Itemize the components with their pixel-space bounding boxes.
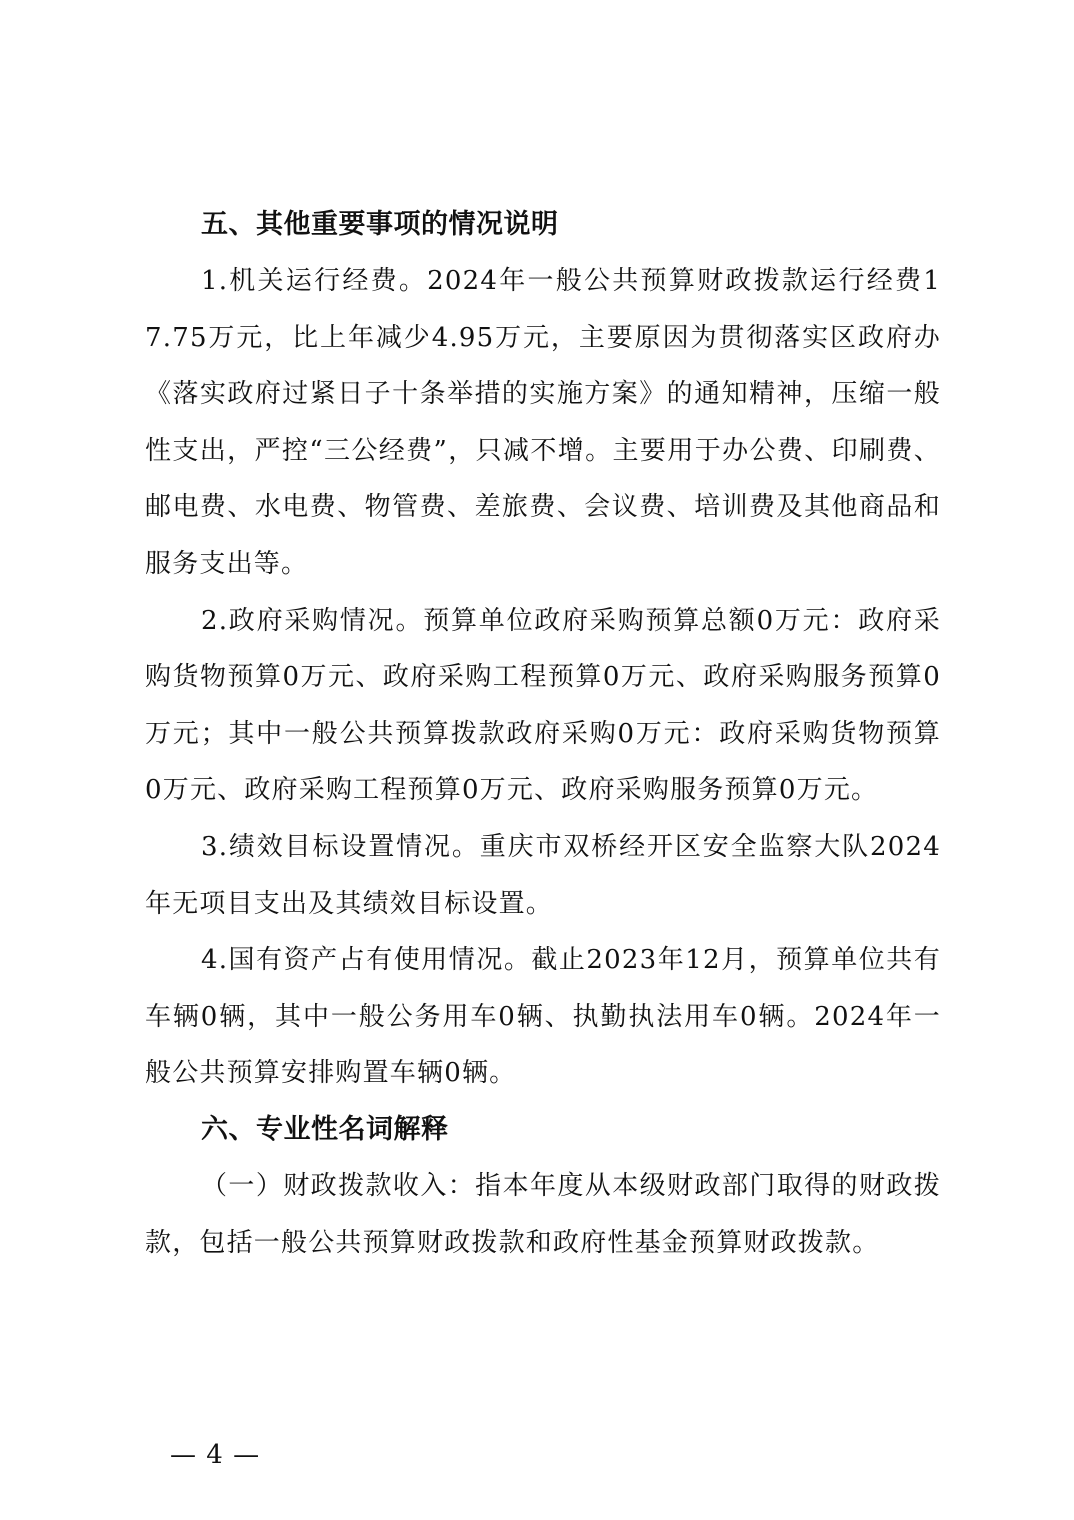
paragraph-state-assets: 4.国有资产占有使用情况。截止2023年12月，预算单位共有车辆0辆，其中一般公务用车0辆、执勤执法用车0辆。2024年一般公共预算安排购置车辆0辆。 — [145, 945, 941, 1089]
paragraph-government-procurement: 2.政府采购情况。预算单位政府采购预算总额0万元：政府采购货物预算0万元、政府采购工程预算0万元、政府采购服务预算0万元；其中一般公共预算拨款政府采购0万元：政府采购货物预算0万元、政府采购工程预算0万元、政府采购服务预算0万元。 — [145, 605, 941, 806]
paragraph-operating-expenses: 1.机关运行经费。2024年一般公共预算财政拨款运行经费17.75万元，比上年减少4.95万元，主要原因为贯彻落实区政府办《落实政府过紧日子十条举措的实施方案》的通知精神，压缩一般性支出，严控“三公经费”，只减不增。主要用于办公费、印刷费、邮电费、水电费、物管费、差旅费、会议费、培训费及其他商品和服务支出等。 — [145, 266, 941, 579]
paragraph-performance-targets: 3.绩效目标设置情况。重庆市双桥经开区安全监察大队2024年无项目支出及其绩效目标设置。 — [145, 831, 941, 919]
document-body — [145, 197, 941, 1271]
paragraph-fiscal-appropriation-income: （一）财政拨款收入：指本年度从本级财政部门取得的财政拨款，包括一般公共预算财政拨款和政府性基金预算财政拨款。 — [145, 1170, 941, 1258]
section-heading-other-matters: 五、其他重要事项的情况说明 — [201, 209, 559, 240]
page-number: — 4 — — [170, 1440, 261, 1470]
section-heading-terminology: 六、专业性名词解释 — [201, 1113, 449, 1145]
